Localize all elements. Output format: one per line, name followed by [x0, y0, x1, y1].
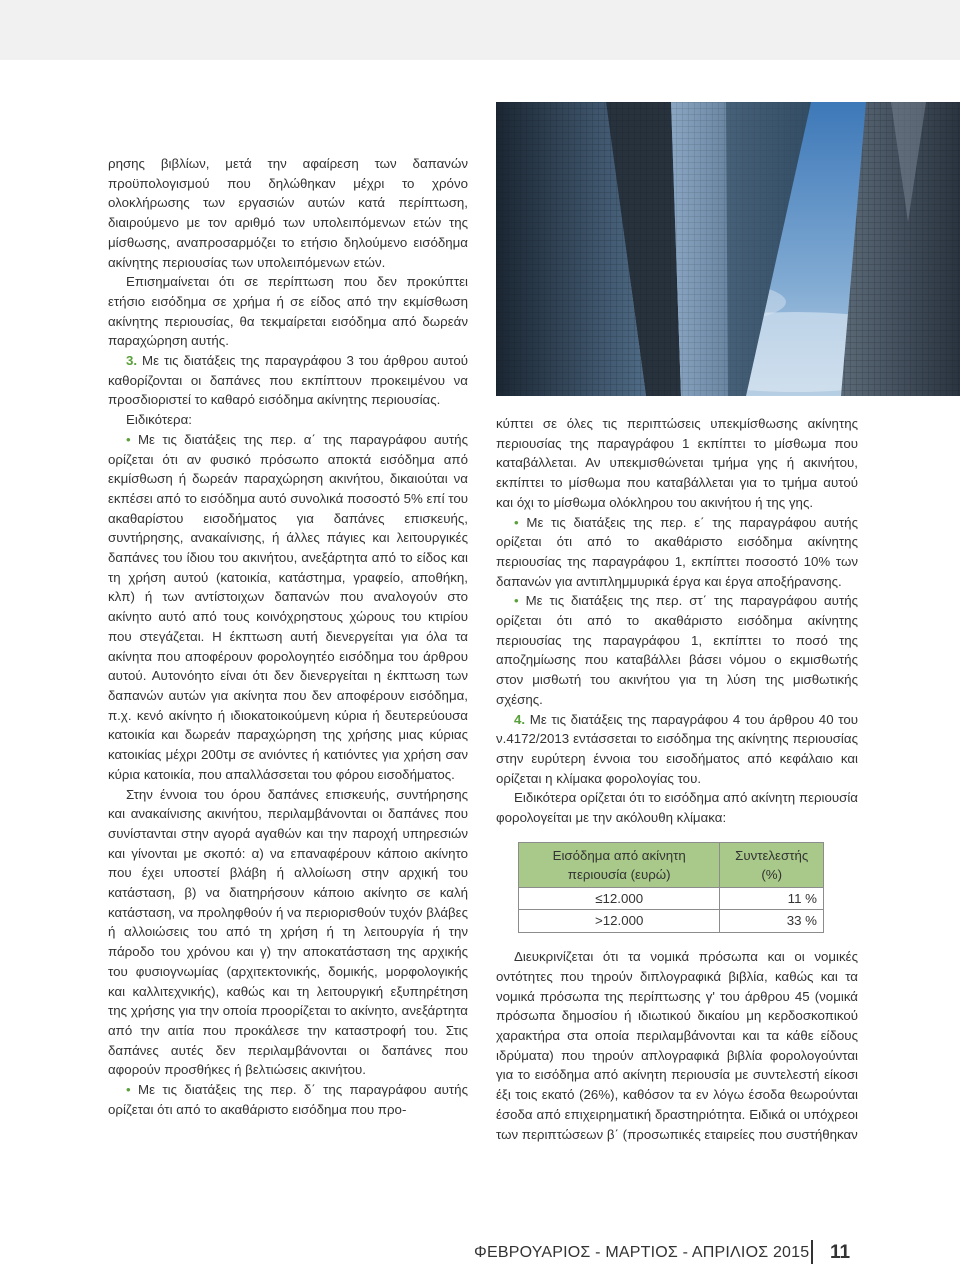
rate-value: 33 % [720, 910, 824, 933]
right-text-column [496, 414, 858, 1144]
issue-title: ΦΕΒΡΟΥΑΡΙΟΣ - ΜΑΡΤΙΟΣ - ΑΠΡΙΛΙΟΣ 2015 [474, 1244, 810, 1261]
paragraph-text: Με τις διατάξεις της παραγράφου 4 του άρθρου 40 του ν.4172/2013 εντάσσεται το εισόδημα της ακίνητης περιουσίας στην ευρύτερη έννοια του εισοδήματος από κεφάλαιο και ορίζεται η κλίμακα φορολογίας του. [496, 711, 858, 786]
footer-divider [811, 1240, 813, 1264]
paragraph: Ειδικότερα ορίζεται ότι το εισόδημα από ακίνητη περιουσία φορολογείται με την ακόλουθη κλίμακα: [496, 790, 858, 826]
table-row [519, 887, 824, 910]
bullet-icon: • [514, 593, 519, 609]
left-text-column [108, 154, 468, 1119]
paragraph: κύπτει σε όλες τις περιπτώσεις υπεκμίσθωσης ακίνητης περιουσίας της παραγράφου 1 εκπίπτει το μίσθωμα που καταβάλλεται. Αν υπεκμισθώνεται τμήμα γης ή ακινήτου, εκπίπτει το μίσθωμα που καταβάλλεται για το τμήμα αυτού και όχι το μίσθωμα ολόκληρου του ακινήτου ή της γης. [496, 416, 858, 510]
page-number: 11 [830, 1242, 851, 1263]
paragraph: ρησης βιβλίων, μετά την αφαίρεση των δαπανών προϋπολογισμού που δηλώθηκαν μέχρι το χρόνο ολοκλήρωσης των εργασιών αυτών κατά περίπτωση, διαιρούμενο με τον αριθμό των υπολειπόμενων ετών της μίσθωσης, αναπροσαρμόζει το ετήσιο δηλούμενο εισόδημα ακίνητης περιουσίας των υπολειπόμενων ετών. [108, 156, 468, 270]
top-band [0, 0, 960, 60]
paragraph-text: Με τις διατάξεις της περ. α΄ της παραγράφου αυτής ορίζεται ότι αν φυσικό πρόσωπο αποκτά εισόδημα από εκμίσθωση ή δωρεάν παραχώρηση ακινήτου, δικαιούται να εκπέσει από το εισόδημα αυτό συνολικά ποσοστό 5% επί του ακαθαρίστου εισοδήματος για δαπάνες επισκευής, συντήρησης, ανακαίνισης, ή άλλες πάγιες και λειτουργικές δαπάνες του ίδιου του ακινήτου, ανεξάρτητα από το είδος και τη χρήση αυτού (κατοικία, κατάστημα, γραφείο, αποθήκη, κλπ) ή των αντίστοιχων δαπανών που αναλογούν στο ακίνητο αυτό από τους κοινόχρηστους χώρους του κτιρίου που στεγάζεται. Η έκπτωση αυτή διενεργείται για όλα τα ακίνητα που αποφέρουν φορολογητέο εισόδημα του άρθρου αυτού. Αυτονόητο είναι ότι δεν διενεργείται η έκπτωση των δαπανών αυτών για ακίνητα που δεν αποφέρουν εισόδημα, π.χ. κενό ακίνητο ή ιδιοκατοικούμενη κύρια ή δευτερεύουσα κατοικία και δωρεάν παραχώρηση της χρήσης μιας κύριας κατοικίας μέχρι 200τμ σε ανιόντες ή κατιόντες για χρήση σαν κύρια κατοικία, που απαλλάσσεται του φόρου εισοδήματος. [108, 431, 468, 782]
paragraph: Στην έννοια του όρου δαπάνες επισκευής, συντήρησης και ανακαίνισης ακινήτου, περιλαμβάνονται οι δαπάνες που συνίστανται στην αγορά αγαθών και την παροχή υπηρεσιών και γίνονται με σκοπό: α) να επαναφέρουν κάποιο ακίνητο που έχει υποστεί βλάβη ή αλλοίωση στην αρχική του κατάσταση, β) να διατηρήσουν κάποιο ακίνητο σε καλή κατάσταση, να προληφθούν ή να περιορισθούν τυχόν βλάβες ή αλλοιώσεις του από τη χρήση ή τη λειτουργία ή την πάροδο του χρόνου και γ) την αποκατάσταση της αρχικής του φυσιογνωμίας (αρχιτεκτονικής, δομικής, μορφολογικής και καλλιτεχνικής), καθώς και τη λειτουργική εξυπηρέτηση της χρήσης για την οποία προορίζεται το ακίνητο, ανεξάρτητα από την αιτία που προκάλεσε την καταστροφή του. Στις δαπάνες αυτές δεν περιλαμβάνονται οι δαπάνες που αφορούν προσθήκες ή βελτιώσεις ακινήτου. [108, 786, 468, 1078]
bullet-paragraph [496, 591, 858, 709]
bullet-paragraph [496, 513, 858, 592]
paragraph: Επισημαίνεται ότι σε περίπτωση που δεν προκύπτει ετήσιο εισόδημα σε χρήμα ή σε είδος από την εκμίσθωση ακίνητης περιουσίας, θα τεκμαίρεται εισόδημα από δωρεάν παραχώρηση αυτής. [108, 274, 468, 349]
paragraph-text: Με τις διατάξεις της περ. δ΄ της παραγράφου αυτής ορίζεται ότι από το ακαθάριστο εισόδημα που προ- [108, 1082, 468, 1117]
skyscraper-photo [496, 102, 960, 396]
tax-rate-table [518, 842, 824, 933]
bullet-paragraph [108, 430, 468, 785]
income-limit: ≤12.000 [519, 887, 720, 910]
paragraph-text: Με τις διατάξεις της περ. ε΄ της παραγράφου αυτής ορίζεται ότι από το ακαθάριστο εισόδημα ακίνητης περιουσίας της παραγράφου 1, εκπίπτει ποσοστό 10% των δαπανών για αντιπλημμυρικά έργα και έργα αποξήρανσης. [496, 514, 858, 589]
paragraph-text: Με τις διατάξεις της παραγράφου 3 του άρθρου αυτού καθορίζονται οι δαπάνες που εκπίπτουν προκειμένου να προσδιοριστεί το καθαρό εισόδημα ακίνητης περιουσίας. [108, 353, 468, 408]
header-rate: Συντελεστής (%) [720, 842, 824, 887]
section-number: 3. [126, 353, 138, 369]
table-row [519, 910, 824, 933]
table-header-row [519, 842, 824, 887]
paragraph: Διευκρινίζεται ότι τα νομικά πρόσωπα και οι νομικές οντότητες που τηρούν διπλογραφικά βιβλία, καθώς και τα νομικά πρόσωπα της περίπτωσης γ' του άρθρου 45 (νομικά πρόσωπα δημοσίου ή ιδιωτικού δικαίου μη κερδοσκοπικού χαρακτήρα στα οποία περιλαμβάνονται και τα κάθε είδους ιδρύματα) που τηρούν απλογραφικά βιβλία φορολογούνται για το εισόδημα από ακίνητη περιουσία με συντελεστή είκοσι έξι τοις εκατό (26%), καθόσον τα εν λόγω έσοδα θεωρούνται έσοδα από επιχειρηματική δραστηριότητα. Ειδικά οι υπόχρεοι των περιπτώσεων β΄ (προσωπικές εταιρείες που συστήθηκαν [496, 949, 858, 1142]
rate-value: 11 % [720, 887, 824, 910]
paragraph-text: Με τις διατάξεις της περ. στ΄ της παραγράφου αυτής ορίζεται ότι από το ακαθάριστο εισόδημα ακίνητης περιουσίας της παραγράφου 1, εκπίπτει το ποσό της αποζημίωσης που καταβάλλει βάσει νόμου ο εκμισθωτής στον μισθωτή του ακινήτου για τη λύση της μισθωτικής σχέσης. [496, 593, 858, 707]
section-number: 4. [514, 711, 526, 727]
bullet-icon: • [514, 514, 519, 530]
bullet-icon: • [126, 431, 131, 447]
paragraph [108, 351, 468, 410]
header-income: Εισόδημα από ακίνητη περιουσία (ευρώ) [519, 842, 720, 887]
bullet-icon: • [126, 1082, 131, 1098]
paragraph [496, 710, 858, 789]
bullet-paragraph [108, 1080, 468, 1119]
paragraph: Ειδικότερα: [126, 412, 192, 428]
income-limit: >12.000 [519, 910, 720, 933]
